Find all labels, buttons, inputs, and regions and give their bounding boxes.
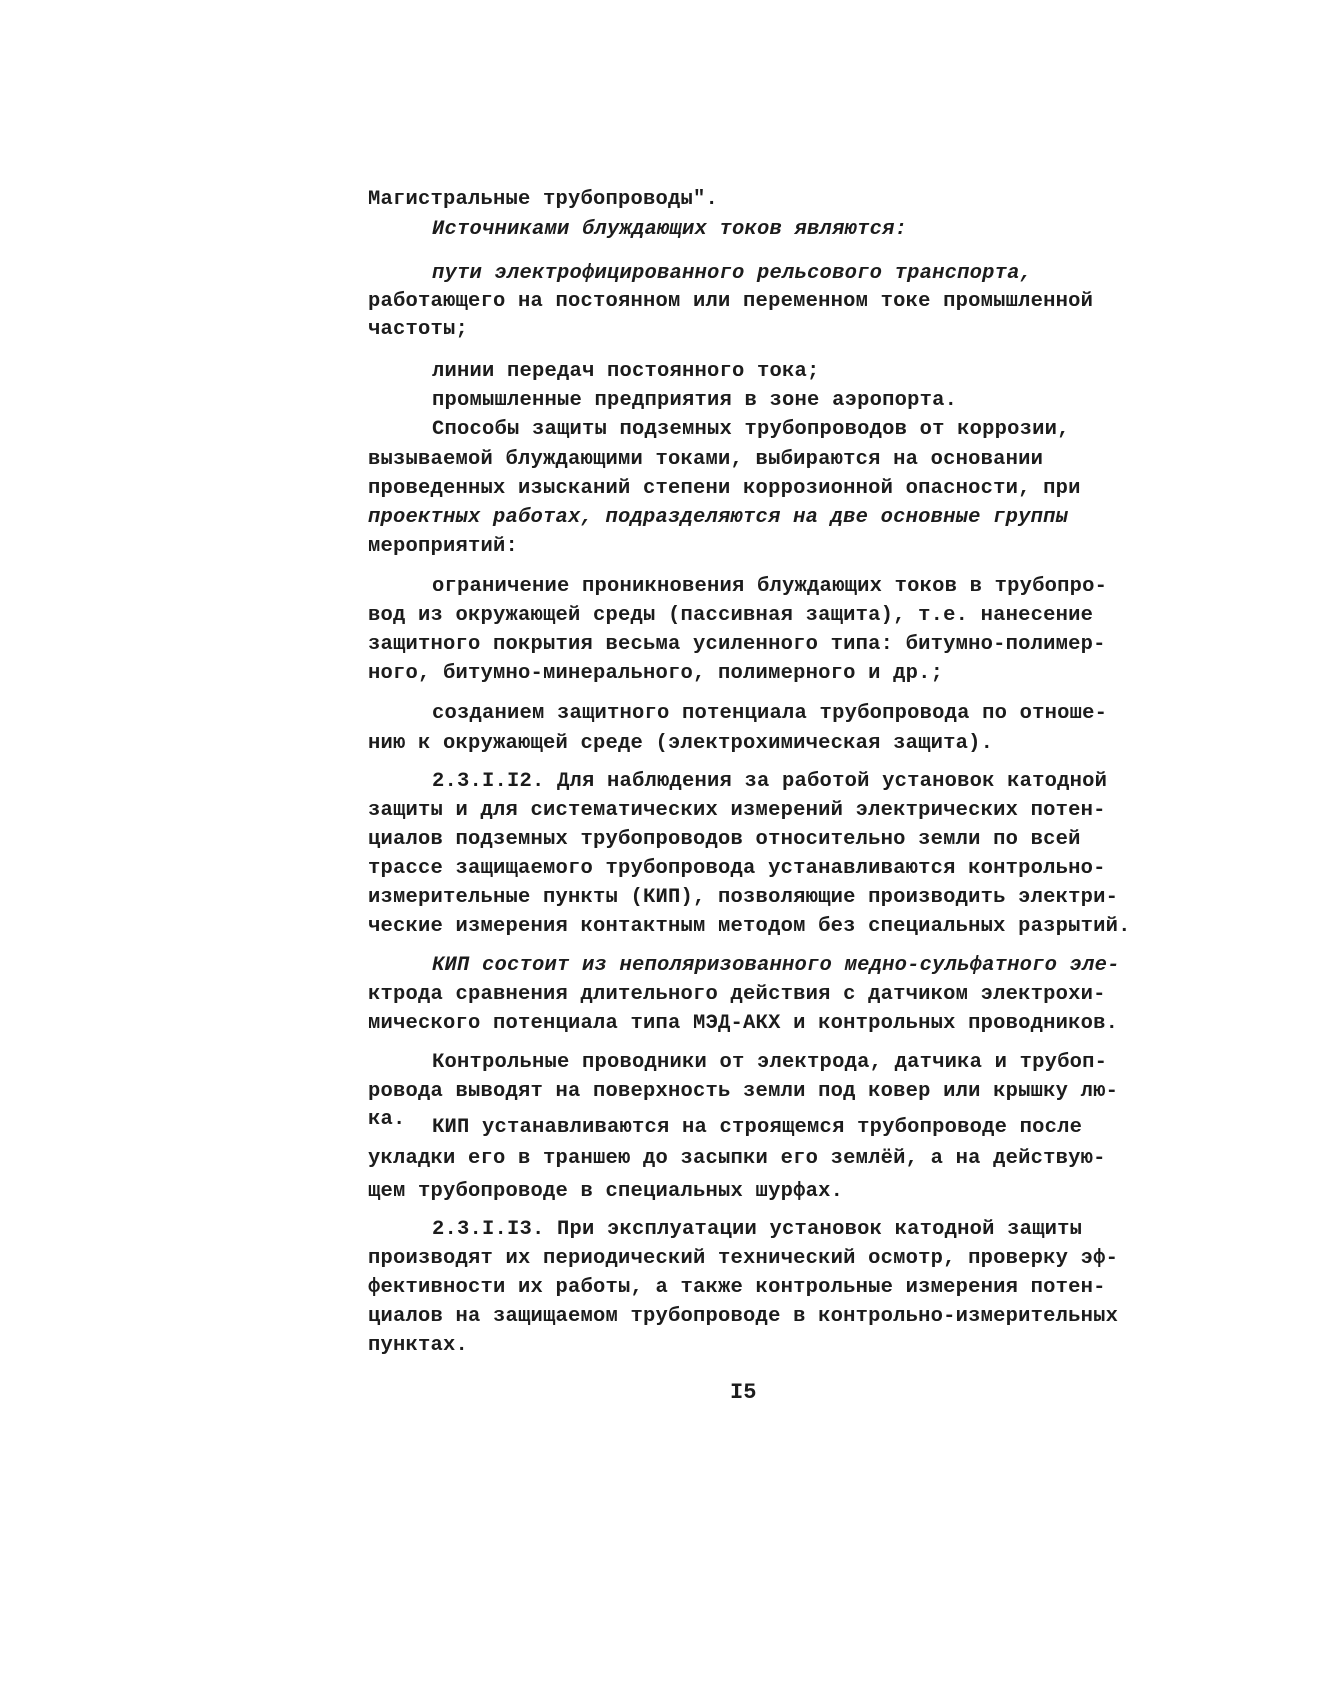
text-line: 2.3.I.I3. При эксплуатации установок катодной защиты: [432, 1218, 1083, 1241]
text-line: ческие измерения контактным методом без специальных разрытий.: [368, 915, 1131, 938]
text-line: мероприятий:: [368, 535, 519, 558]
text-line: Контрольные проводники от электрода, датчика и трубоп-: [432, 1051, 1108, 1074]
text-line: Способы защиты подземных трубопроводов от коррозии,: [432, 418, 1070, 441]
text-line: циалов на защищаемом трубопроводе в контрольно-измерительных: [368, 1305, 1119, 1328]
text-line: вод из окружающей среды (пассивная защита), т.е. нанесение: [368, 604, 1094, 627]
text-line: мического потенциала типа МЭД-АКХ и контрольных проводников.: [368, 1012, 1119, 1035]
text-line: пути электрофицированного рельсового транспорта,: [432, 262, 1033, 285]
text-line: нию к окружающей среде (электрохимическая защита).: [368, 732, 994, 755]
text-line: щем трубопроводе в специальных шурфах.: [368, 1180, 844, 1203]
text-line: вызываемой блуждающими токами, выбираются на основании: [368, 448, 1044, 471]
text-line: защитного покрытия весьма усиленного типа: битумно-полимер-: [368, 633, 1106, 656]
text-line: КИП состоит из неполяризованного медно-сульфатного эле-: [432, 954, 1120, 977]
text-line: пунктах.: [368, 1334, 469, 1357]
text-line: производят их периодический технический осмотр, проверку эф-: [368, 1247, 1119, 1270]
text-line: Магистральные трубопроводы".: [368, 188, 719, 211]
text-line: ка.: [368, 1108, 406, 1131]
text-line: ктрода сравнения длительного действия с датчиком электрохи-: [368, 983, 1106, 1006]
text-line: линии передач постоянного тока;: [432, 360, 820, 383]
text-line: 2.3.I.I2. Для наблюдения за работой установок катодной: [432, 770, 1108, 793]
text-line: ограничение проникновения блуждающих токов в трубопро-: [432, 575, 1108, 598]
text-line: циалов подземных трубопроводов относительно земли по всей: [368, 828, 1081, 851]
text-line: работающего на постоянном или переменном токе промышленной: [368, 290, 1094, 313]
text-line: проектных работах, подразделяются на две основные группы: [368, 506, 1069, 529]
page-number: I5: [730, 1380, 757, 1405]
text-line: промышленные предприятия в зоне аэропорта.: [432, 389, 958, 412]
text-line: измерительные пункты (КИП), позволяющие производить электри-: [368, 886, 1119, 909]
text-line: ровода выводят на поверхность земли под ковер или крышку лю-: [368, 1080, 1119, 1103]
text-line: укладки его в траншею до засыпки его землёй, а на действую-: [368, 1147, 1106, 1170]
text-line: созданием защитного потенциала трубопровода по отноше-: [432, 702, 1108, 725]
text-line: трассе защищаемого трубопровода устанавливаются контрольно-: [368, 857, 1106, 880]
text-line: ного, битумно-минерального, полимерного и др.;: [368, 662, 944, 685]
text-line: КИП устанавливаются на строящемся трубопроводе после: [432, 1116, 1083, 1139]
text-line: проведенных изысканий степени коррозионной опасности, при: [368, 477, 1081, 500]
text-line: фективности их работы, а также контрольные измерения потен-: [368, 1276, 1106, 1299]
text-line: частоты;: [368, 318, 469, 341]
text-line: Источниками блуждающих токов являются:: [432, 218, 908, 241]
text-line: защиты и для систематических измерений электрических потен-: [368, 799, 1106, 822]
